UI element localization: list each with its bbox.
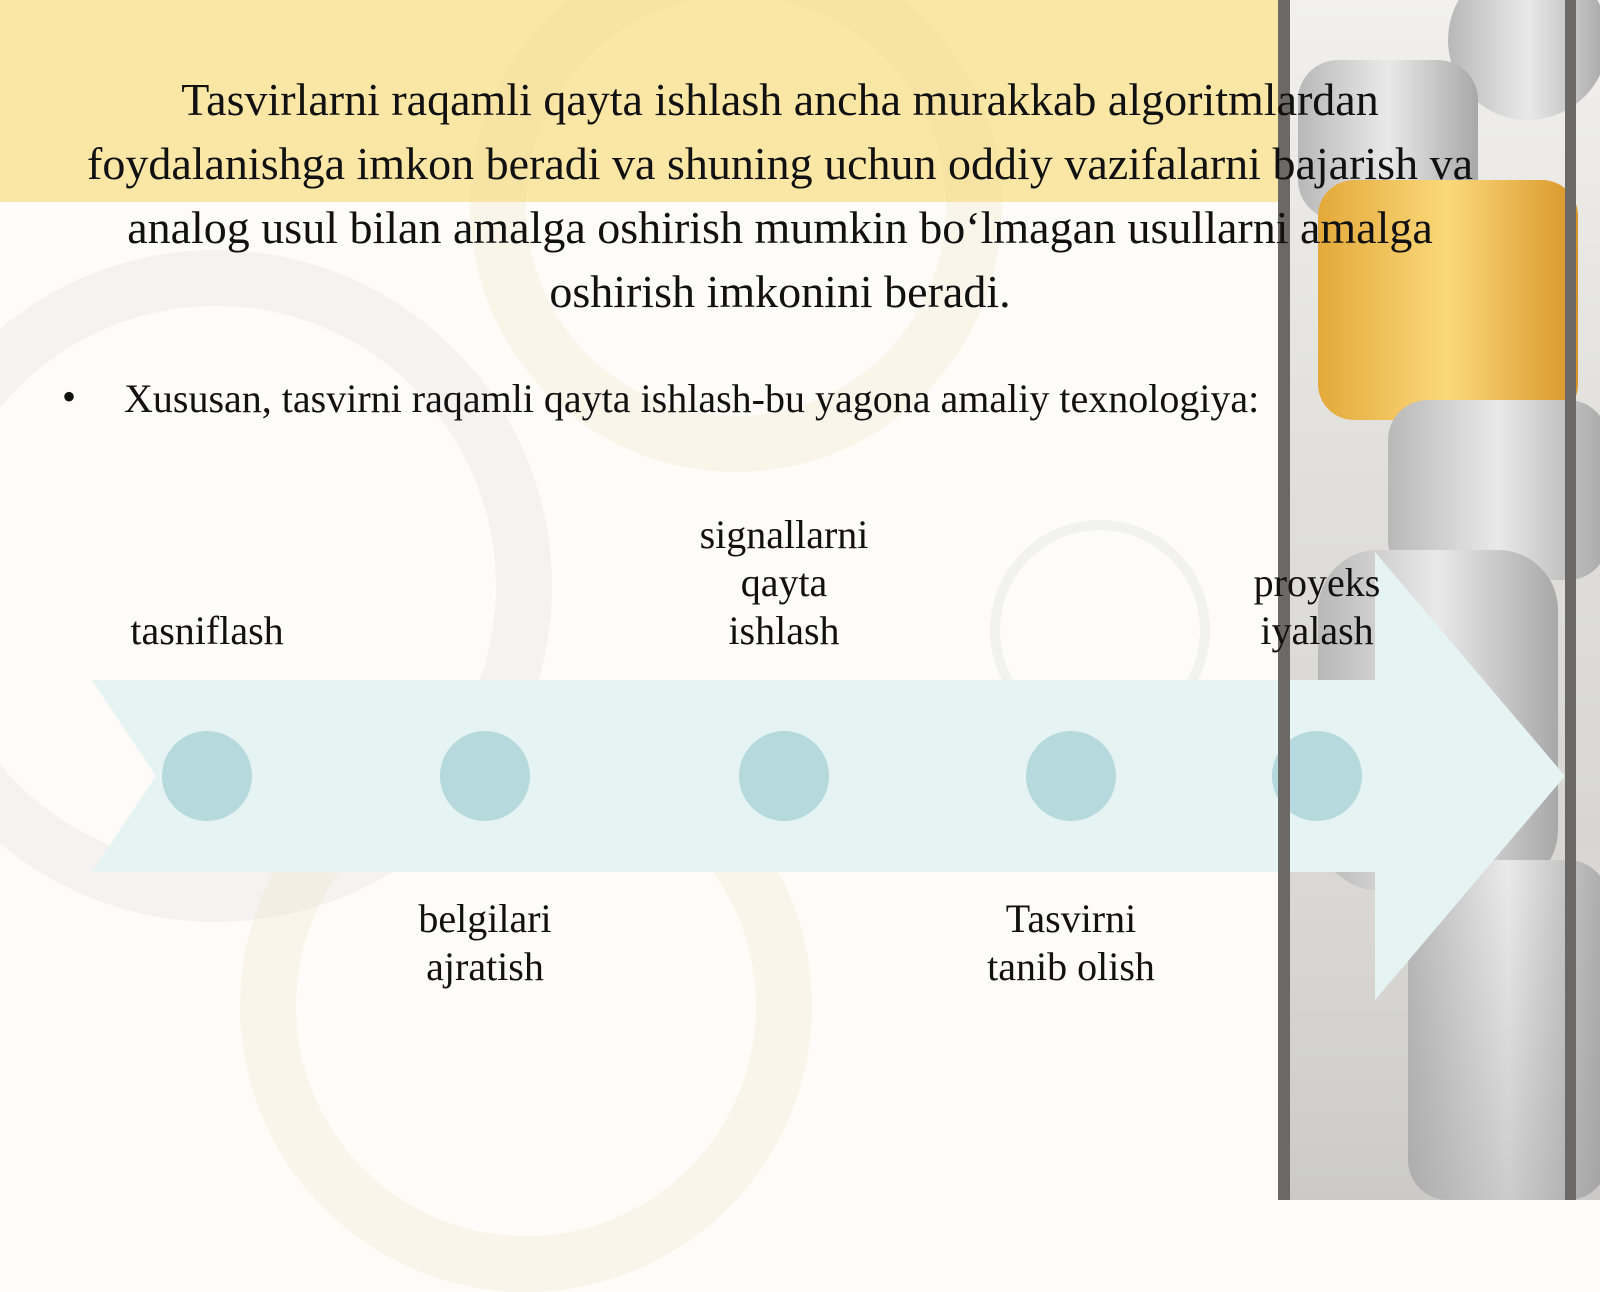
slide-title: Tasvirlarni raqamli qayta ishlash ancha murakkab algoritmlardan foydalanishga imkon beradi va shuning uchun oddiy vazifalarni bajarish va analog usul bilan amalga oshirish mumkin bo‘lmagan usullarni amalga oshirish imkonini beradi. [87,74,1473,317]
timeline-dot [440,731,530,821]
timeline-label-5: proyeks iyalash [1253,560,1381,653]
bullet-marker: • [62,374,77,419]
timeline-dot [1026,731,1116,821]
frame-bar-right [1565,0,1576,1200]
timeline-label-2: belgilari ajratish [418,896,552,989]
timeline-label-4: Tasvirni tanib olish [987,896,1155,989]
bullet-text: Xususan, tasvirni raqamli qayta ishlash-bu yagona amaliy texnologiya: [124,376,1260,421]
timeline-label-3: signallarni qayta ishlash [699,512,869,653]
timeline-dot [162,731,252,821]
timeline-dot [739,731,829,821]
timeline-label-1: tasniflash [130,608,284,653]
